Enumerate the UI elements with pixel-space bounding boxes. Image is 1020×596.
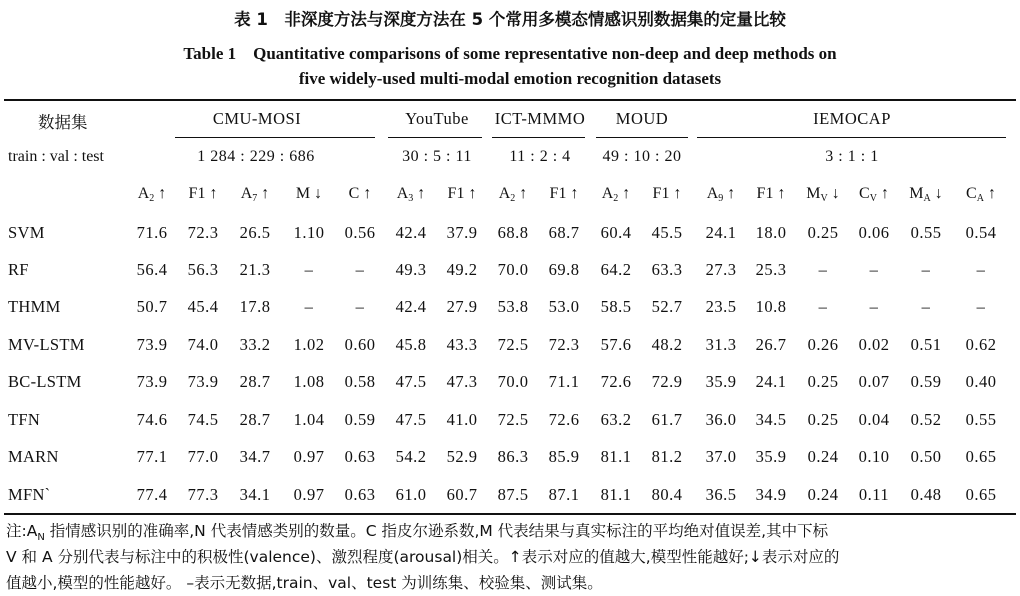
corner-label: 数据集 — [38, 113, 88, 132]
table-cell: 47.3 — [446, 372, 478, 391]
table-cell: 52.9 — [446, 447, 478, 466]
dataset-underline — [596, 137, 688, 138]
table-cell: 0.02 — [858, 335, 890, 354]
metric-header: F1 ↑ — [549, 185, 579, 202]
table-cell: – — [355, 260, 365, 279]
caption-en-line1: Table 1 Quantitative comparisons of some representative non-deep and deep methods on — [183, 44, 837, 63]
table-cell: 24.1 — [705, 223, 737, 242]
table-cell: 0.06 — [858, 223, 890, 242]
dataset-split: 1 284 : 229 : 686 — [197, 148, 315, 165]
table-cell: 28.7 — [239, 372, 271, 391]
dataset-split: 11 : 2 : 4 — [509, 148, 571, 165]
table-cell: 74.0 — [187, 335, 219, 354]
table-cell: 0.97 — [293, 447, 325, 466]
table-cell: 37.0 — [705, 447, 737, 466]
table-cell: 0.25 — [807, 223, 839, 242]
table-cell: 45.5 — [651, 223, 683, 242]
metric-header: $A_9$ ↑ — [706, 185, 736, 204]
metric-header: C ↑ — [348, 185, 372, 202]
table-cell: 70.0 — [497, 372, 529, 391]
table-cell: 54.2 — [395, 447, 427, 466]
metric-header: $M_A$ ↓ — [909, 185, 943, 204]
table-cell: 0.60 — [344, 335, 376, 354]
metric-header: F1 ↑ — [447, 185, 477, 202]
table-cell: 49.3 — [395, 260, 427, 279]
dataset-name: MOUD — [615, 109, 669, 128]
table-cell: 27.9 — [446, 297, 478, 316]
metric-header: $A_2$ ↑ — [137, 185, 167, 204]
table-cell: 87.5 — [497, 485, 529, 504]
metric-header: $C_V$ ↑ — [859, 185, 889, 204]
table-cell: 64.2 — [600, 260, 632, 279]
row-method: BC-LSTM — [8, 372, 82, 391]
table-cell: – — [869, 260, 879, 279]
metric-header: M ↓ — [295, 185, 323, 202]
dataset-split: 49 : 10 : 20 — [602, 148, 682, 165]
table-cell: 77.3 — [187, 485, 219, 504]
table-cell: 31.3 — [705, 335, 737, 354]
table-cell: 34.1 — [239, 485, 271, 504]
table-cell: 1.10 — [293, 223, 325, 242]
table-cell: 27.3 — [705, 260, 737, 279]
dataset-split: 3 : 1 : 1 — [825, 148, 879, 165]
table-cell: 70.0 — [497, 260, 529, 279]
note-line2: V 和 A 分别代表与标注中的积极性(valence)、激烈程度(arousal)相关。↑表示对应的值越大,模型性能越好;↓表示对应的 — [6, 548, 840, 566]
table-cell: 53.0 — [548, 297, 580, 316]
table-cell: 60.4 — [600, 223, 632, 242]
table-cell: – — [304, 297, 314, 316]
table-cell: 23.5 — [705, 297, 737, 316]
metric-header: $M_V$ ↓ — [806, 185, 840, 204]
table-cell: 61.0 — [395, 485, 427, 504]
table-cell: 71.1 — [548, 372, 580, 391]
dataset-underline — [697, 137, 1006, 138]
table-cell: 71.6 — [136, 223, 168, 242]
row-method: RF — [8, 260, 29, 279]
table-cell: 26.5 — [239, 223, 271, 242]
metric-header: $A_2$ ↑ — [601, 185, 631, 204]
metric-header: $C_A$ ↑ — [966, 185, 996, 204]
table-cell: – — [921, 297, 931, 316]
table-cell: 17.8 — [239, 297, 271, 316]
table-cell: 80.4 — [651, 485, 683, 504]
table-cell: 81.2 — [651, 447, 683, 466]
table-cell: 1.02 — [293, 335, 325, 354]
split-label: train : val : test — [8, 148, 104, 165]
table-cell: – — [869, 297, 879, 316]
table-cell: 0.97 — [293, 485, 325, 504]
table-cell: 21.3 — [239, 260, 271, 279]
table-cell: – — [921, 260, 931, 279]
table-cell: 24.1 — [755, 372, 787, 391]
dataset-name: YouTube — [405, 109, 469, 128]
table-cell: 0.65 — [965, 485, 997, 504]
table-cell: 0.25 — [807, 372, 839, 391]
table-cell: 43.3 — [446, 335, 478, 354]
table-cell: 73.9 — [136, 335, 168, 354]
table-cell: 77.0 — [187, 447, 219, 466]
table-cell: 47.5 — [395, 372, 427, 391]
table-cell: 50.7 — [136, 297, 168, 316]
table-cell: 63.2 — [600, 410, 632, 429]
table-cell: 72.9 — [651, 372, 683, 391]
table-cell: 0.26 — [807, 335, 839, 354]
table-cell: 72.3 — [187, 223, 219, 242]
table-cell: 72.3 — [548, 335, 580, 354]
row-method: THMM — [8, 297, 61, 316]
dataset-name: ICT-MMMO — [494, 109, 586, 128]
table-cell: 63.3 — [651, 260, 683, 279]
table-cell: 33.2 — [239, 335, 271, 354]
table-cell: 10.8 — [755, 297, 787, 316]
dataset-name: IEMOCAP — [813, 109, 891, 128]
note-line3: 值越小,模型的性能越好。 –表示无数据,train、val、test 为训练集、校验集、测试集。 — [6, 574, 603, 592]
table-cell: 0.11 — [858, 485, 890, 504]
table-cell: 0.25 — [807, 410, 839, 429]
table-cell: 34.7 — [239, 447, 271, 466]
table-cell: 73.9 — [187, 372, 219, 391]
table-cell: 0.07 — [858, 372, 890, 391]
table-cell: 0.10 — [858, 447, 890, 466]
table-cell: 1.04 — [293, 410, 325, 429]
table-cell: 72.6 — [600, 372, 632, 391]
table-cell: 56.3 — [187, 260, 219, 279]
table-cell: 0.40 — [965, 372, 997, 391]
table-cell: 0.62 — [965, 335, 997, 354]
table-cell: 86.3 — [497, 447, 529, 466]
table-cell: – — [976, 297, 986, 316]
table-cell: 34.9 — [755, 485, 787, 504]
table-top-rule — [4, 99, 1016, 101]
row-method: MARN — [8, 447, 59, 466]
table-cell: 0.65 — [965, 447, 997, 466]
table-cell: 81.1 — [600, 447, 632, 466]
table-cell: 87.1 — [548, 485, 580, 504]
table-cell: 41.0 — [446, 410, 478, 429]
table-cell: 0.54 — [965, 223, 997, 242]
table-cell: 37.9 — [446, 223, 478, 242]
table-cell: 77.4 — [136, 485, 168, 504]
table-cell: 28.7 — [239, 410, 271, 429]
metric-header: F1 ↑ — [188, 185, 218, 202]
dataset-split: 30 : 5 : 11 — [402, 148, 472, 165]
table-cell: 42.4 — [395, 223, 427, 242]
table-cell: 42.4 — [395, 297, 427, 316]
table-cell: 77.1 — [136, 447, 168, 466]
table-cell: 0.63 — [344, 447, 376, 466]
table-cell: 34.5 — [755, 410, 787, 429]
row-method: SVM — [8, 223, 45, 242]
table-cell: 74.5 — [187, 410, 219, 429]
table-cell: 0.63 — [344, 485, 376, 504]
table-cell: 0.59 — [910, 372, 942, 391]
table-cell: – — [355, 297, 365, 316]
dataset-underline — [175, 137, 375, 138]
table-cell: 1.08 — [293, 372, 325, 391]
table-cell: 61.7 — [651, 410, 683, 429]
note-line1: 注$:A_N$ 指情感识别的准确率,N 代表情感类别的数量。C 指皮尔逊系数,M 代表结果与真实标注的平均绝对值误差,其中下标 — [6, 522, 829, 544]
table-cell: 45.8 — [395, 335, 427, 354]
table-cell: 48.2 — [651, 335, 683, 354]
table-cell: – — [818, 297, 828, 316]
table-cell: – — [976, 260, 986, 279]
table-cell: 73.9 — [136, 372, 168, 391]
table-cell: 58.5 — [600, 297, 632, 316]
metric-header: $A_2$ ↑ — [498, 185, 528, 204]
row-method: MV-LSTM — [8, 335, 85, 354]
table-cell: 0.51 — [910, 335, 942, 354]
table-cell: 0.24 — [807, 447, 839, 466]
table-cell: – — [818, 260, 828, 279]
table-cell: 0.48 — [910, 485, 942, 504]
table-bottom-rule — [4, 513, 1016, 515]
table-cell: 0.55 — [965, 410, 997, 429]
table-cell: 0.55 — [910, 223, 942, 242]
table-cell: 74.6 — [136, 410, 168, 429]
table-cell: 68.8 — [497, 223, 529, 242]
table-cell: 35.9 — [755, 447, 787, 466]
table-cell: 60.7 — [446, 485, 478, 504]
caption-cn: 表 1 非深度方法与深度方法在 5 个常用多模态情感识别数据集的定量比较 — [234, 10, 786, 29]
metric-header: F1 ↑ — [756, 185, 786, 202]
metric-header: F1 ↑ — [652, 185, 682, 202]
table-cell: 0.56 — [344, 223, 376, 242]
table-cell: 18.0 — [755, 223, 787, 242]
table-cell: 69.8 — [548, 260, 580, 279]
table-cell: 85.9 — [548, 447, 580, 466]
table-cell: 56.4 — [136, 260, 168, 279]
table-cell: 47.5 — [395, 410, 427, 429]
dataset-name: CMU-MOSI — [212, 109, 302, 128]
table-cell: – — [304, 260, 314, 279]
table-cell: 0.24 — [807, 485, 839, 504]
table-cell: 72.5 — [497, 410, 529, 429]
table-cell: 72.6 — [548, 410, 580, 429]
table-cell: 0.59 — [344, 410, 376, 429]
metric-header: $A_3$ ↑ — [396, 185, 426, 204]
table-cell: 0.58 — [344, 372, 376, 391]
dataset-underline — [388, 137, 482, 138]
table-cell: 53.8 — [497, 297, 529, 316]
table-cell: 0.52 — [910, 410, 942, 429]
table-cell: 36.0 — [705, 410, 737, 429]
table-cell: 45.4 — [187, 297, 219, 316]
table-cell: 81.1 — [600, 485, 632, 504]
row-method: TFN — [8, 410, 41, 429]
table-cell: 72.5 — [497, 335, 529, 354]
row-method: MFN` — [8, 485, 51, 504]
table-cell: 57.6 — [600, 335, 632, 354]
caption-en-line2: five widely-used multi-modal emotion recognition datasets — [298, 69, 722, 88]
table-cell: 36.5 — [705, 485, 737, 504]
table-cell: 49.2 — [446, 260, 478, 279]
metric-header: $A_7$ ↑ — [240, 185, 270, 204]
table-cell: 68.7 — [548, 223, 580, 242]
table-cell: 26.7 — [755, 335, 787, 354]
table-cell: 0.50 — [910, 447, 942, 466]
table-cell: 25.3 — [755, 260, 787, 279]
table-cell: 35.9 — [705, 372, 737, 391]
table-cell: 0.04 — [858, 410, 890, 429]
dataset-underline — [492, 137, 585, 138]
table-cell: 52.7 — [651, 297, 683, 316]
